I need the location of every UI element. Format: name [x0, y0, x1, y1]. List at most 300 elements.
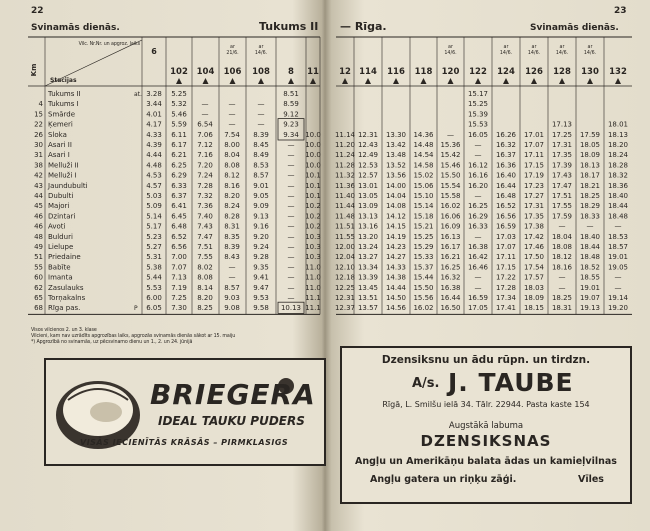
time-cell: 17.46 [523, 243, 545, 251]
time-cell: 15.02 [413, 171, 434, 180]
time-cell: 6.37 [171, 192, 187, 200]
time-cell: 12.53 [357, 161, 379, 170]
time-cell: 8.53 [253, 161, 269, 170]
time-cell: 10.3 [305, 243, 321, 251]
time-cell: 14.36 [413, 130, 434, 139]
train-126-note: ar [531, 45, 537, 50]
time-cell: 16.32 [440, 273, 461, 282]
time-cell: 15.56 [413, 294, 434, 302]
train-132-number: 132 [609, 67, 627, 77]
time-cell: 6.54 [197, 120, 213, 129]
time-cell: 6.00 [146, 294, 162, 302]
time-cell: 14.27 [385, 253, 407, 262]
time-cell: 13.05 [357, 192, 379, 200]
time-cell: 16.50 [440, 304, 461, 313]
time-cell: 9.23 [283, 120, 299, 129]
time-cell: 17.35 [523, 212, 545, 221]
ad-brand: BRIEGERA [150, 378, 316, 411]
train-122-number: 122 [469, 67, 487, 77]
ad-taube-product: DZENSIKSNAS [420, 432, 552, 450]
time-cell: 14.58 [413, 161, 434, 170]
km-label: Km [30, 63, 38, 77]
time-cell: 16.32 [495, 141, 517, 149]
time-cell: 15.50 [413, 283, 434, 292]
row-station: Avoti [48, 222, 66, 231]
time-cell: 5.46 [171, 110, 187, 119]
time-cell: — [257, 100, 265, 109]
train-8-triangle-icon [288, 78, 294, 84]
time-cell: 19.07 [579, 294, 601, 302]
time-cell: 7.06 [197, 130, 213, 139]
time-cell: — [228, 263, 236, 272]
time-cell: 8.04 [224, 151, 240, 160]
time-cell: 9.13 [253, 212, 269, 221]
time-cell: 18.13 [579, 161, 601, 170]
train-130-triangle-icon [587, 78, 593, 84]
train-104-number: 104 [196, 67, 215, 77]
time-cell: — [287, 171, 295, 180]
time-cell: 7.12 [197, 141, 213, 149]
time-cell: 16.38 [440, 283, 461, 292]
time-cell: 9.16 [253, 222, 269, 231]
time-cell: 5.53 [146, 283, 162, 292]
time-cell: 18.17 [579, 171, 601, 180]
time-cell: 17.34 [495, 294, 517, 302]
time-cell: 16.42 [467, 253, 489, 262]
time-cell: 6.48 [171, 222, 187, 231]
row-station: Sloka [48, 130, 67, 139]
time-cell: 8.20 [197, 294, 213, 302]
class-note: Vilc. Nr.Nr. un apgroz. laiks [78, 42, 140, 47]
time-cell: 13.16 [357, 222, 379, 231]
time-cell: 10.3 [305, 232, 321, 241]
time-cell: 10.2 [305, 202, 321, 211]
time-cell: 9.12 [283, 110, 299, 119]
time-cell: 17.11 [495, 253, 517, 262]
time-cell: 17.11 [523, 151, 545, 160]
time-cell: 19.05 [607, 263, 629, 272]
time-cell: 4.57 [146, 181, 162, 190]
row-station: Tukums I [48, 100, 79, 109]
time-cell: 16.44 [440, 294, 461, 302]
time-cell: 10.0 [305, 141, 321, 149]
time-cell: 14.38 [385, 273, 407, 282]
time-cell: 9.08 [224, 304, 240, 313]
time-cell: 13.09 [357, 202, 379, 211]
time-cell: 16.13 [440, 232, 461, 241]
time-cell: 14.54 [413, 151, 434, 160]
time-cell: 13.20 [357, 232, 379, 241]
time-cell: 3.28 [146, 90, 162, 98]
row-station: Dubulti [48, 192, 74, 200]
time-cell: 18.05 [579, 141, 601, 149]
time-cell: 8.24 [224, 202, 240, 211]
time-cell: 15.18 [413, 212, 434, 221]
time-cell: 8.39 [224, 243, 240, 251]
time-cell: 16.40 [495, 171, 517, 180]
time-cell: 7.36 [197, 202, 213, 211]
time-cell: 10.3 [305, 253, 321, 262]
time-cell: 6.11 [171, 130, 187, 139]
time-cell: 15.37 [413, 263, 434, 272]
time-cell: 18.20 [607, 141, 629, 149]
time-cell: 17.39 [551, 161, 573, 170]
time-cell: — [558, 222, 566, 231]
time-cell: 15.25 [413, 232, 434, 241]
time-cell: 7.24 [197, 171, 213, 180]
row-km: 55 [34, 263, 43, 272]
time-cell: 16.06 [440, 212, 461, 221]
time-cell: 8.59 [283, 100, 299, 109]
time-cell: 16.29 [467, 212, 489, 221]
time-cell: 15.36 [440, 141, 461, 149]
train-126-triangle-icon [531, 78, 537, 84]
header-route-to: — Rīga. [340, 20, 387, 33]
train-12-number: 12 [339, 67, 351, 77]
time-cell: 18.04 [551, 232, 573, 241]
time-cell: 11.40 [334, 192, 356, 200]
time-cell: — [287, 192, 295, 200]
time-cell: 15.42 [440, 151, 461, 160]
time-cell: 5.38 [146, 263, 162, 272]
time-cell: 16.48 [495, 192, 517, 200]
row-station: Lielupe [48, 243, 74, 251]
time-cell: — [257, 110, 265, 119]
time-cell: 5.31 [146, 253, 162, 262]
time-cell: 17.07 [495, 243, 517, 251]
time-cell: 19.14 [607, 294, 629, 302]
ad-taube-as: A/s. [412, 376, 440, 391]
time-cell: 18.08 [551, 243, 573, 251]
time-cell: 18.29 [579, 202, 601, 211]
time-cell: 11.0 [305, 283, 321, 292]
time-cell: 16.25 [467, 202, 489, 211]
time-cell: 7.55 [197, 253, 213, 262]
row-station: Jaundubulti [48, 181, 88, 190]
time-cell: 17.15 [495, 263, 517, 272]
time-cell: 7.19 [171, 283, 187, 292]
time-cell: 18.25 [551, 294, 573, 302]
time-cell: 10.1 [305, 192, 321, 200]
train-8-number: 8 [288, 67, 294, 77]
train-126-note-date: 14/6. [527, 51, 541, 56]
row-km: 38 [34, 161, 43, 170]
train-108-note: ar [258, 45, 264, 50]
time-cell: 16.52 [495, 202, 517, 211]
time-cell: 18.28 [607, 161, 629, 170]
train-114-number: 114 [359, 67, 377, 77]
header-route-from: Tukums II [259, 20, 319, 33]
time-cell: — [228, 273, 236, 282]
row-km: 49 [34, 243, 43, 251]
time-cell: 17.23 [523, 181, 545, 190]
time-cell: 11.28 [334, 161, 356, 170]
time-cell: — [614, 283, 622, 292]
time-cell: 15.21 [413, 222, 434, 231]
time-cell: 5.14 [146, 212, 162, 221]
time-cell: 7.00 [171, 253, 187, 262]
time-cell: 12.25 [334, 283, 356, 292]
time-cell: 8.39 [253, 130, 269, 139]
time-cell: 17.31 [551, 141, 573, 149]
time-cell: — [474, 283, 482, 292]
time-cell: — [287, 151, 295, 160]
row-station: Asari II [48, 141, 72, 149]
time-cell: 15.17 [467, 90, 489, 98]
time-cell: 9.53 [253, 294, 269, 302]
time-cell: 13.24 [357, 243, 379, 251]
time-cell: 14.15 [385, 222, 407, 231]
time-cell: 8.51 [283, 90, 299, 98]
time-cell: 16.33 [467, 222, 489, 231]
time-cell: 4.53 [146, 171, 162, 180]
time-cell: — [586, 222, 594, 231]
ad-briegera [44, 358, 326, 466]
train-11-number: 11 [307, 67, 319, 77]
row-km: 42 [34, 171, 43, 180]
train-130-number: 130 [581, 67, 599, 77]
time-cell: 18.55 [579, 273, 601, 282]
time-cell: — [287, 222, 295, 231]
time-cell: 5.09 [146, 202, 162, 211]
time-cell: 11.55 [334, 232, 356, 241]
time-cell: 17.42 [523, 232, 545, 241]
time-cell: — [287, 263, 295, 272]
time-cell: 9.35 [253, 263, 269, 272]
time-cell: 8.45 [253, 141, 269, 149]
time-cell: 18.36 [607, 181, 629, 190]
time-cell: 10.0 [305, 161, 321, 170]
row-station: Melluži I [48, 171, 77, 180]
time-cell: 7.07 [171, 263, 187, 272]
time-cell: 11.32 [334, 171, 356, 180]
row-km: 65 [34, 294, 43, 302]
row-km: 60 [34, 273, 43, 282]
time-cell: 14.19 [385, 232, 407, 241]
time-cell: 9.03 [224, 294, 240, 302]
time-cell: 12.00 [334, 243, 356, 251]
row-mark: P [134, 305, 138, 313]
time-cell: 8.49 [253, 151, 269, 160]
time-cell: 6.56 [171, 243, 187, 251]
row-station: Tukums II [48, 90, 81, 98]
time-cell: — [474, 141, 482, 149]
train-128-number: 128 [553, 67, 571, 77]
time-cell: — [287, 212, 295, 221]
station-label: Stacijas [50, 77, 77, 84]
time-cell: 7.32 [197, 192, 213, 200]
time-cell: 14.44 [385, 283, 407, 292]
time-cell: 13.48 [385, 151, 407, 160]
footnote-3: *) Apgrozībā no svinamās, uz pēcsvinamo dienu un 1., 2. un 24. jūnijā [31, 340, 193, 345]
ad-taube-line6b: Vīles [578, 474, 604, 485]
ad-taube-line6: Angļu gatera un riņķu zāģi. [370, 474, 517, 485]
time-cell: 12.31 [357, 130, 379, 139]
time-cell: 13.42 [385, 141, 407, 149]
time-cell: 16.46 [467, 263, 489, 272]
train-132-triangle-icon [615, 78, 621, 84]
time-cell: — [228, 120, 236, 129]
header-left-note: Svinamās dienās. [31, 23, 120, 33]
time-cell: 6.25 [171, 161, 187, 170]
time-cell: 16.37 [495, 151, 517, 160]
time-cell: 12.37 [334, 304, 356, 313]
time-cell: 10.1 [305, 171, 321, 180]
time-cell: 18.12 [551, 253, 573, 262]
row-station: Torņakalns [48, 294, 86, 302]
train-130-note-date: 14/6. [583, 51, 597, 56]
time-cell: 11.44 [334, 202, 356, 211]
row-station: Asari I [48, 151, 70, 160]
time-cell: — [447, 130, 454, 139]
train-108-triangle-icon [258, 78, 264, 84]
time-cell: 11.24 [334, 151, 356, 160]
ad-taube [340, 346, 632, 504]
row-km: 46 [34, 222, 43, 231]
time-cell: 15.29 [413, 243, 434, 251]
class-six: 6 [151, 47, 157, 56]
time-cell: — [287, 181, 295, 190]
time-cell: 9.20 [253, 232, 269, 241]
row-km: 44 [34, 192, 43, 200]
row-km: 48 [34, 232, 43, 241]
row-station: Priedaine [48, 253, 81, 262]
time-cell: 9.41 [253, 273, 269, 282]
time-cell: 16.38 [467, 243, 489, 251]
time-cell: 15.50 [440, 171, 461, 180]
train-126-number: 126 [525, 67, 543, 77]
time-cell: 3.44 [146, 100, 162, 109]
time-cell: 12.57 [357, 171, 379, 180]
time-cell: — [257, 120, 265, 129]
time-cell: 17.43 [551, 171, 573, 180]
time-cell: 11.51 [334, 222, 356, 231]
time-cell: 13.30 [385, 130, 407, 139]
time-cell: 15.25 [467, 100, 489, 109]
time-cell: 18.48 [607, 212, 629, 221]
time-cell: 13.39 [357, 273, 379, 282]
time-cell: 13.51 [357, 294, 379, 302]
time-cell: 5.27 [146, 243, 162, 251]
time-cell: 19.01 [579, 283, 601, 292]
time-cell: 18.48 [579, 253, 601, 262]
time-cell: 14.12 [385, 212, 407, 221]
time-cell: 16.05 [467, 130, 489, 139]
time-cell: 9.05 [253, 192, 269, 200]
time-cell: 5.32 [171, 100, 187, 109]
time-cell: — [201, 100, 209, 109]
time-cell: — [228, 100, 236, 109]
time-cell: 10.2 [305, 222, 321, 231]
time-cell: 17.01 [523, 130, 545, 139]
row-km: 30 [34, 141, 43, 149]
time-cell: — [474, 151, 482, 160]
time-cell: 11.36 [334, 181, 356, 190]
row-station: Rīga pas. [48, 304, 81, 313]
time-cell: 8.00 [224, 141, 240, 149]
time-cell: 16.21 [440, 253, 461, 262]
time-cell: — [228, 110, 236, 119]
page-number-left: 22 [31, 6, 44, 16]
time-cell: 8.16 [224, 181, 240, 190]
time-cell: 17.51 [551, 192, 573, 200]
time-cell: 17.19 [523, 171, 545, 180]
train-122-triangle-icon [475, 78, 481, 84]
time-cell: 19.13 [579, 304, 601, 313]
train-102-number: 102 [170, 67, 188, 77]
time-cell: 13.45 [357, 283, 379, 292]
ad-taube-line5: Angļu un Amerikāņu balata ādas un kamieļvilnas [355, 456, 617, 467]
ad-taube-address: Rīgā, L. Smilšu ielā 34. Tālr. 22944. Pasta kaste 154 [382, 400, 590, 409]
row-km: 26 [34, 130, 43, 139]
time-cell: 19.01 [607, 253, 629, 262]
time-cell: 8.57 [224, 283, 240, 292]
row-km: 51 [34, 253, 43, 262]
train-124-note: ar [503, 45, 509, 50]
time-cell: 16.09 [440, 222, 461, 231]
time-cell: 6.52 [171, 232, 187, 241]
row-km: 62 [34, 283, 43, 292]
train-130-note: ar [587, 45, 593, 50]
time-cell: 11.48 [334, 212, 356, 221]
time-cell: 6.05 [146, 304, 162, 313]
time-cell: 5.03 [146, 192, 162, 200]
time-cell: 18.53 [607, 232, 629, 241]
time-cell: 17.54 [523, 263, 545, 272]
time-cell: 17.22 [495, 273, 517, 282]
time-cell: 12.31 [334, 294, 356, 302]
row-station: Melluži II [48, 161, 79, 170]
row-station: Majori [48, 202, 70, 211]
time-cell: 15.10 [413, 192, 434, 200]
time-cell: 9.01 [253, 181, 269, 190]
time-cell: 15.58 [440, 192, 461, 200]
time-cell: 16.59 [467, 294, 489, 302]
row-station: Dzintari [48, 212, 76, 221]
time-cell: 18.21 [579, 181, 601, 190]
time-cell: 6.21 [171, 151, 187, 160]
time-cell: 18.13 [607, 130, 629, 139]
row-station: Babīte [48, 263, 71, 272]
time-cell: 17.15 [523, 161, 545, 170]
header-right-note: Svinamās dienās. [530, 23, 619, 33]
time-cell: — [474, 192, 482, 200]
row-km: 43 [34, 181, 43, 190]
row-station: Imanta [48, 273, 73, 282]
train-116-number: 116 [387, 67, 405, 77]
time-cell: 13.56 [385, 171, 407, 180]
time-cell: 9.09 [253, 202, 269, 211]
row-km: 31 [34, 151, 43, 160]
time-cell: 14.50 [385, 294, 407, 302]
train-106-triangle-icon [230, 78, 236, 84]
time-cell: 7.30 [171, 304, 187, 313]
time-cell: 14.48 [413, 141, 434, 149]
time-cell: 10.13 [280, 304, 302, 313]
time-cell: 12.43 [357, 141, 379, 149]
time-cell: 9.47 [253, 283, 269, 292]
time-cell: — [558, 283, 566, 292]
time-cell: 9.28 [253, 253, 269, 262]
time-cell: 7.47 [197, 232, 213, 241]
time-cell: 16.12 [467, 161, 489, 170]
time-cell: 14.33 [385, 263, 407, 272]
time-cell: 11.0 [305, 273, 321, 282]
time-cell: 11.1 [305, 294, 321, 302]
powder-box-illustration [46, 360, 324, 464]
time-cell: 17.27 [523, 192, 545, 200]
time-cell: 17.35 [551, 151, 573, 160]
